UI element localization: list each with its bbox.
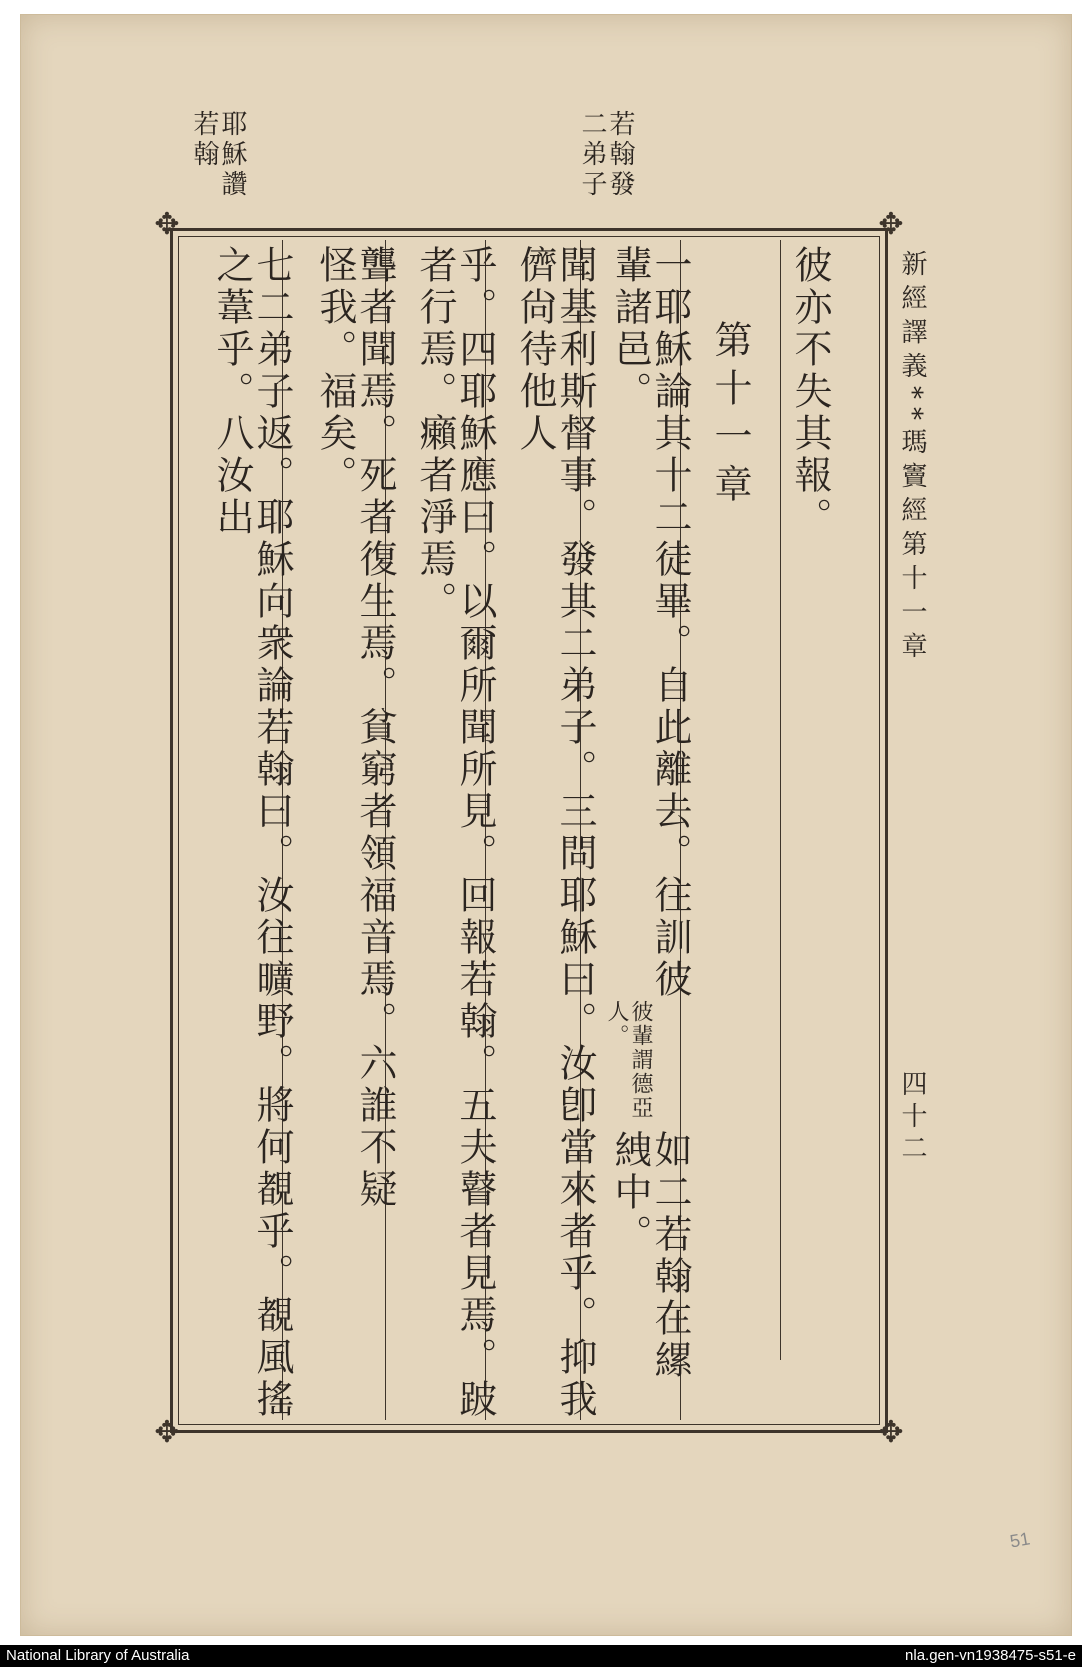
- running-title: 新經譯義**瑪竇經第十一章: [897, 250, 927, 666]
- annotation-note: 彼輩謂德亞人。: [604, 1000, 653, 1120]
- corner-ornament-bl: ✥: [154, 1415, 180, 1450]
- pencil-mark: 51: [1008, 1528, 1032, 1552]
- corner-ornament-tr: ✥: [878, 207, 904, 242]
- text-column-5: 乎。四耶穌應曰。以爾所聞所見。回報若翰。五夫瞽者見焉。跛者行焉。癩者淨焉。: [413, 245, 497, 1421]
- text-column-3b: 如二若翰在縲絏中。: [608, 1130, 692, 1382]
- page-number: 四十二: [897, 1070, 927, 1166]
- text-column-1: 彼亦不失其報。: [788, 245, 832, 539]
- margin-note-a: 若翰發二弟子: [577, 110, 635, 200]
- chapter-heading: 第十一章: [708, 320, 752, 512]
- footer-id: nla.gen-vn1938475-s51-e: [905, 1647, 1076, 1664]
- text-column-3: 一耶穌論其十二徒畢。自此離去。往訓彼輩諸邑。: [608, 245, 692, 1001]
- footer-source: National Library of Australia: [6, 1647, 190, 1664]
- margin-note-b: 耶穌讚若翰: [189, 110, 247, 200]
- text-column-4: 聞基利斯督事。發其二弟子。三問耶穌曰。汝卽當來者乎。抑我儕尙待他人: [513, 245, 597, 1421]
- corner-ornament-br: ✥: [878, 1415, 904, 1450]
- corner-ornament-tl: ✥: [154, 207, 180, 242]
- text-column-6: 聾者聞焉。死者復生焉。貧窮者領福音焉。六誰不疑怪我。福矣。: [313, 245, 397, 1211]
- footer-bar: [0, 1645, 1082, 1667]
- text-column-7: 七二弟子返。耶穌向衆論若翰曰。汝往曠野。將何覩乎。覩風搖之葦乎。八汝出: [210, 245, 294, 1421]
